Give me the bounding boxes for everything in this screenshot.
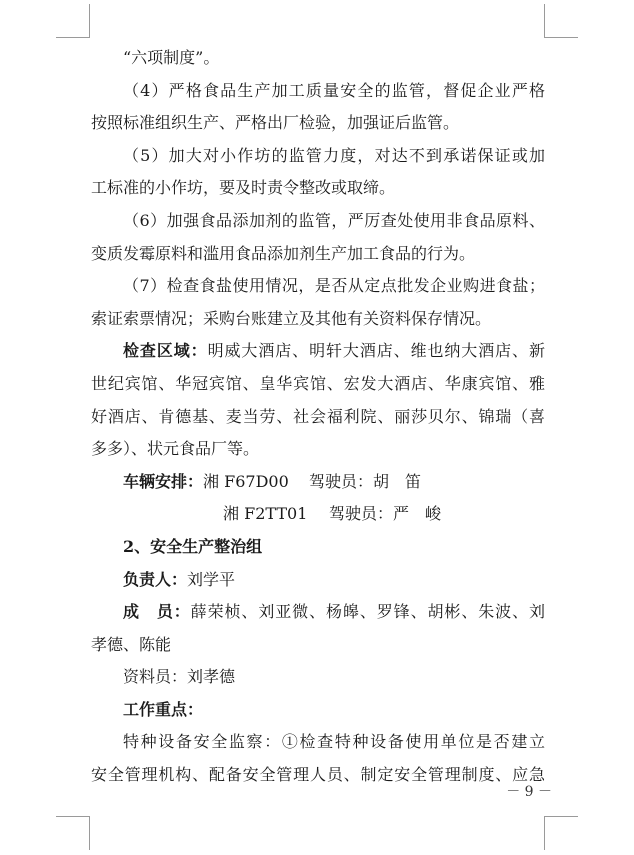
vehicle-row <box>91 498 545 531</box>
text-line: 工标准的小作坊，要及时责令整改或取缔。 <box>91 178 396 198</box>
text-line: 按照标准组织生产、严格出厂检验，加强证后监管。 <box>91 113 460 133</box>
text-line: （6）加强食品添加剂的监管，严厉查处使用非食品原料、 <box>123 210 545 230</box>
inspection-text: 明威大酒店、明轩大酒店、维也纳大酒店、新 <box>207 341 545 361</box>
crop-mark-bottom-right <box>544 816 578 817</box>
members-line <box>91 596 545 629</box>
text-line: （4）严格食品生产加工质量安全的监管，督促企业严格 <box>123 80 545 100</box>
vehicle-plate: 湘 F2TT01 <box>223 504 308 524</box>
driver-label: 驾驶员： <box>329 504 394 524</box>
leader-label: 负责人： <box>123 569 188 589</box>
crop-mark-bottom-left <box>89 816 90 850</box>
leader-name: 刘学平 <box>187 569 236 589</box>
leader-line <box>91 564 545 597</box>
text-line: 特种设备安全监察：①检查特种设备使用单位是否建立 <box>123 732 545 752</box>
driver-label: 驾驶员： <box>309 471 374 491</box>
page-number: － 9 － <box>506 784 552 800</box>
text-line: 世纪宾馆、华冠宾馆、皇华宾馆、宏发大酒店、华康宾馆、雅 <box>91 373 545 393</box>
members-text: 薛荣桢、刘亚微、杨皞、罗锋、胡彬、朱波、刘 <box>190 602 545 622</box>
section-heading: 2、安全生产整治组 <box>123 536 263 556</box>
text-line: （5）加大对小作坊的监管力度，对达不到承诺保证或加 <box>123 145 545 165</box>
vehicle-row <box>91 466 545 499</box>
text-line: 多多）、状元食品厂等。 <box>91 439 260 459</box>
crop-mark-bottom-left <box>56 816 90 817</box>
crop-mark-bottom-right <box>544 816 545 850</box>
text-line: 好酒店、肯德基、麦当劳、社会福利院、丽莎贝尔、锦瑞（喜 <box>91 406 545 426</box>
archivist-line: 资料员：刘孝德 <box>123 667 236 687</box>
crop-mark-top-left <box>89 4 90 38</box>
text-line: 索证索票情况；采购台账建立及其他有关资料保存情况。 <box>91 308 492 328</box>
vehicle-label: 车辆安排： <box>123 471 204 491</box>
text-line: 安全管理机构、配备安全管理人员、制定安全管理制度、应急 <box>91 765 545 785</box>
text-line: 变质发霉原料和滥用食品添加剂生产加工食品的行为。 <box>91 243 476 263</box>
crop-mark-top-left <box>56 37 90 38</box>
members-label: 成 员： <box>123 602 191 622</box>
text-line: “六项制度”。 <box>123 48 220 67</box>
inspection-label: 检查区域： <box>123 341 208 361</box>
body-text <box>91 42 545 792</box>
text-line: 孝德、陈能 <box>91 634 172 654</box>
crop-mark-top-right <box>544 37 578 38</box>
vehicle-plate: 湘 F67D00 <box>203 471 289 491</box>
driver-name: 严 峻 <box>393 504 442 524</box>
focus-heading: 工作重点： <box>123 699 204 719</box>
inspection-area <box>91 335 545 368</box>
crop-mark-top-right <box>544 4 545 38</box>
text-line: （7）检查食盐使用情况，是否从定点批发企业购进食盐； <box>123 276 545 296</box>
driver-name: 胡 笛 <box>373 471 422 491</box>
